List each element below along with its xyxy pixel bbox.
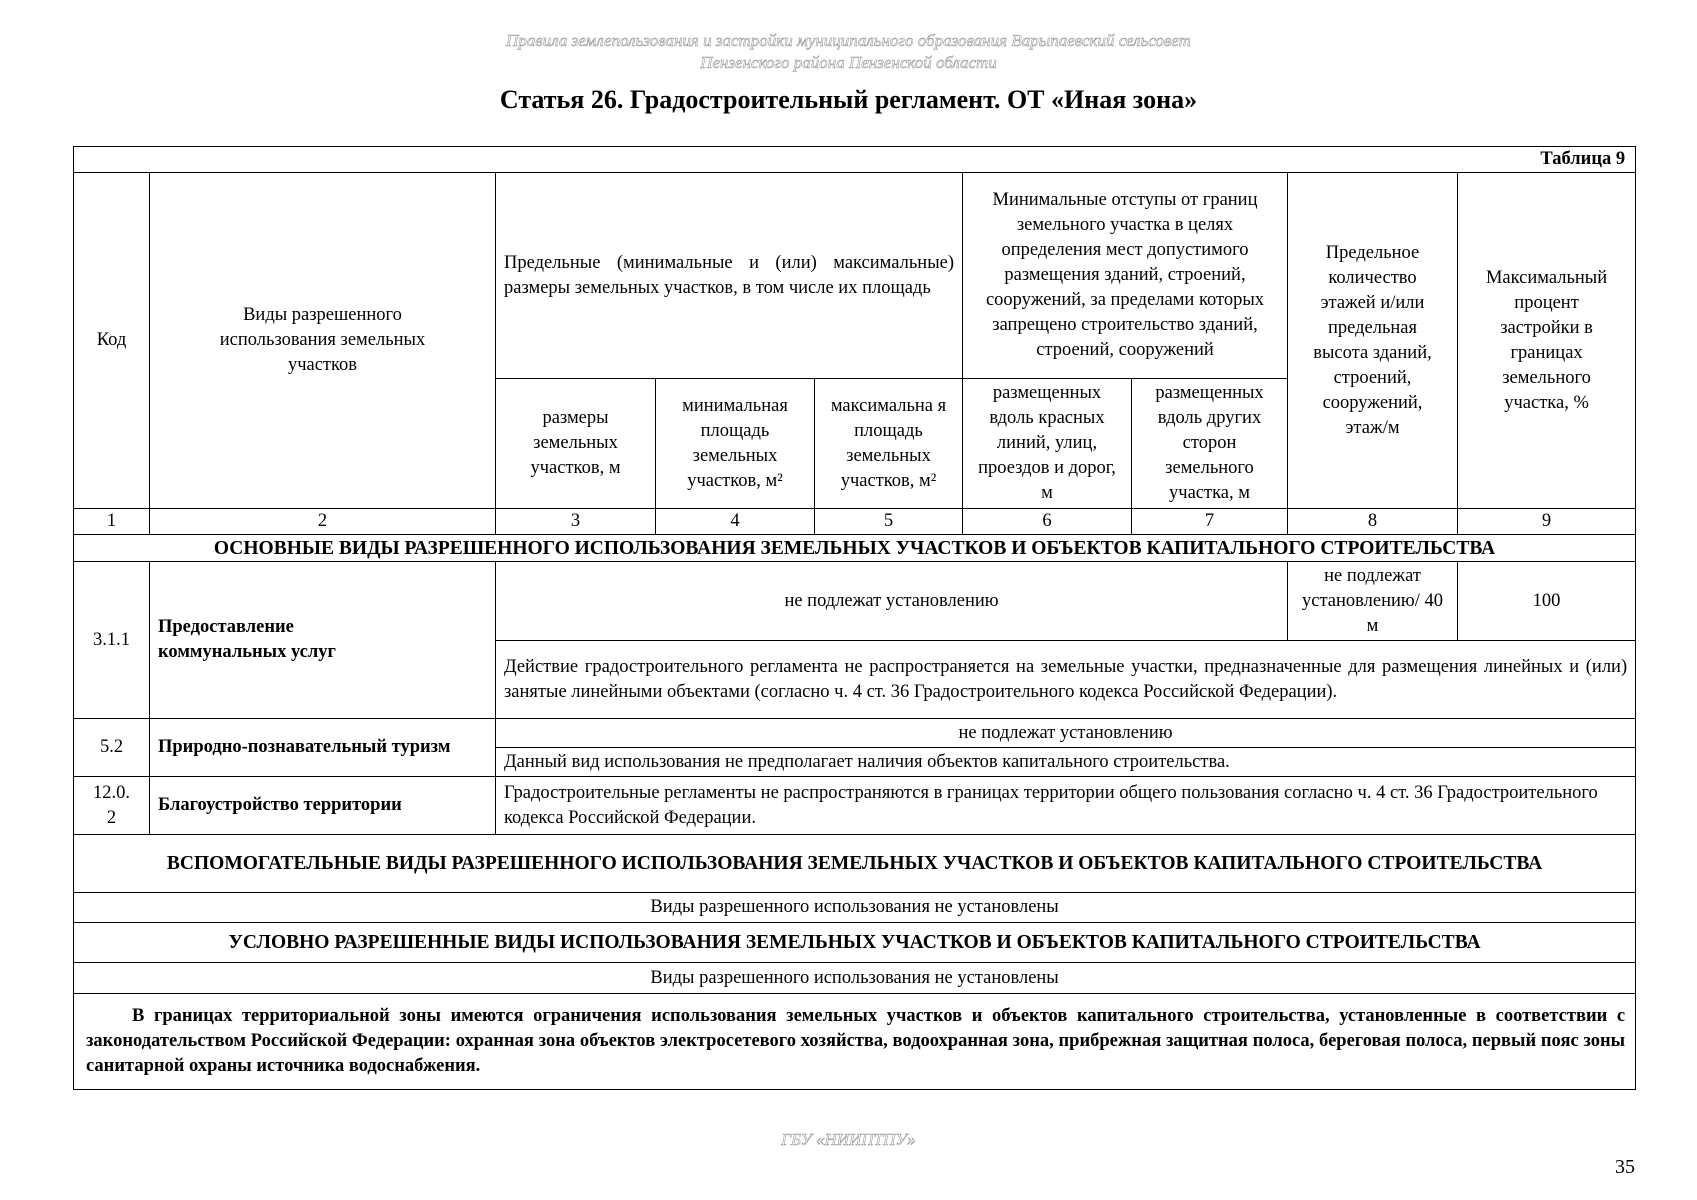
column-number: 1 [74, 509, 150, 535]
column-number: 3 [496, 509, 656, 535]
header-max-percent: Максимальный процент застройки в границах земельного участка, % [1458, 173, 1636, 509]
running-header [0, 30, 1697, 74]
section-conditional-row [74, 923, 1636, 963]
aux-text-row [74, 893, 1636, 923]
header-sizes: размеры земельных участков, м [496, 379, 656, 509]
column-numbers-row [74, 509, 1636, 535]
section-conditional-heading: УСЛОВНО РАЗРЕШЕННЫЕ ВИДЫ ИСПОЛЬЗОВАНИЯ ЗЕМЕЛЬНЫХ УЧАСТКОВ И ОБЪЕКТОВ КАПИТАЛЬНОГО СТРОИТЕЛЬСТВА [74, 923, 1636, 963]
conditional-text: Виды разрешенного использования не установлены [74, 963, 1636, 994]
column-number: 9 [1458, 509, 1636, 535]
row-params: не подлежат установлению [496, 562, 1288, 641]
row-use-name: Благоустройство территории [150, 777, 496, 835]
running-header-line-1: Правила землепользования и застройки муниципального образования Варыпаевский сельсовет [506, 31, 1191, 50]
table-row [74, 562, 1636, 641]
restrictions-note [74, 994, 1636, 1090]
row-max-percent: 100 [1458, 562, 1636, 641]
table-row [74, 777, 1636, 835]
header-min-area: минимальная площадь земельных участков, м² [656, 379, 815, 509]
section-main-heading: ОСНОВНЫЕ ВИДЫ РАЗРЕШЕННОГО ИСПОЛЬЗОВАНИЯ ЗЕМЕЛЬНЫХ УЧАСТКОВ И ОБЪЕКТОВ КАПИТАЛЬНОГО СТРОИТЕЛЬСТВА [74, 535, 1636, 562]
row-code: 5.2 [74, 719, 150, 777]
row-floors: не подлежат установлению/ 40 м [1288, 562, 1458, 641]
header-setback-other: размещенных вдоль других сторон земельного участка, м [1132, 379, 1288, 509]
row-params: не подлежат установлению [496, 719, 1636, 748]
column-number: 8 [1288, 509, 1458, 535]
column-number: 4 [656, 509, 815, 535]
section-aux-heading: ВСПОМОГАТЕЛЬНЫЕ ВИДЫ РАЗРЕШЕННОГО ИСПОЛЬЗОВАНИЯ ЗЕМЕЛЬНЫХ УЧАСТКОВ И ОБЪЕКТОВ КАПИТАЛЬНОГО СТРОИТЕЛЬСТВА [74, 835, 1636, 893]
column-number: 5 [815, 509, 963, 535]
row-note: Градостроительные регламенты не распространяются в границах территории общего пользования согласно ч. 4 ст. 36 Градостроительного кодекса Российской Федерации. [496, 777, 1636, 835]
restrictions-row [74, 994, 1636, 1090]
header-setback-red: размещенных вдоль красных линий, улиц, проездов и дорог, м [963, 379, 1132, 509]
row-note: Данный вид использования не предполагает наличия объектов капитального строительства. [496, 748, 1636, 777]
footer-organization: ГБУ «НИИПТПУ» [781, 1130, 916, 1149]
header-use-types: Виды разрешенного использования земельных участков [150, 173, 496, 509]
header-max-area: максимальна я площадь земельных участков, м² [815, 379, 963, 509]
header-code: Код [74, 173, 150, 509]
aux-text: Виды разрешенного использования не установлены [74, 893, 1636, 923]
row-note: Действие градостроительного регламента не распространяется на земельные участки, предназначенные для размещения линейных и (или) занятые линейными объектами (согласно ч. 4 ст. 36 Градостроительного кодекса Российской Федерации). [496, 641, 1636, 719]
header-setbacks: Минимальные отступы от границ земельного участка в целях определения мест допустимого размещения зданий, строений, сооружений, за пределами которых запрещено строительство зданий, строений, сооружений [963, 173, 1288, 379]
caption-row [74, 147, 1636, 173]
article-title: Статья 26. Градостроительный регламент. ОТ «Иная зона» [499, 85, 1198, 114]
column-number: 2 [150, 509, 496, 535]
regulation-table [73, 146, 1636, 1090]
restrictions-note-text: В границах территориальной зоны имеются ограничения использования земельных участков и объектов капитального строительства, установленные в соответствии с законодательством Российской Федерации: охранная зона объектов электросетевого хозяйства, водоохранная зона, прибрежная защитная полоса, береговая полоса, первый пояс зоны санитарной охраны источника водоснабжения. [86, 1006, 1626, 1076]
row-code: 12.0. 2 [74, 777, 150, 835]
section-main-row [74, 535, 1636, 562]
row-code: 3.1.1 [74, 562, 150, 719]
column-number: 6 [963, 509, 1132, 535]
row-use-name: Предоставление коммунальных услуг [150, 562, 496, 719]
header-floors: Предельное количество этажей и/или предельная высота зданий, строений, сооружений, этаж/м [1288, 173, 1458, 509]
running-header-line-2: Пензенского района Пензенской области [700, 53, 997, 72]
header-size-limits: Предельные (минимальные и (или) максимальные) размеры земельных участков, в том числе их площадь [496, 173, 963, 379]
page-number: 35 [1615, 1156, 1635, 1178]
table-caption: Таблица 9 [74, 147, 1636, 173]
section-aux-row [74, 835, 1636, 893]
header-row-1 [74, 173, 1636, 379]
table-row [74, 719, 1636, 748]
conditional-text-row [74, 963, 1636, 994]
column-number: 7 [1132, 509, 1288, 535]
row-use-name: Природно-познавательный туризм [150, 719, 496, 777]
